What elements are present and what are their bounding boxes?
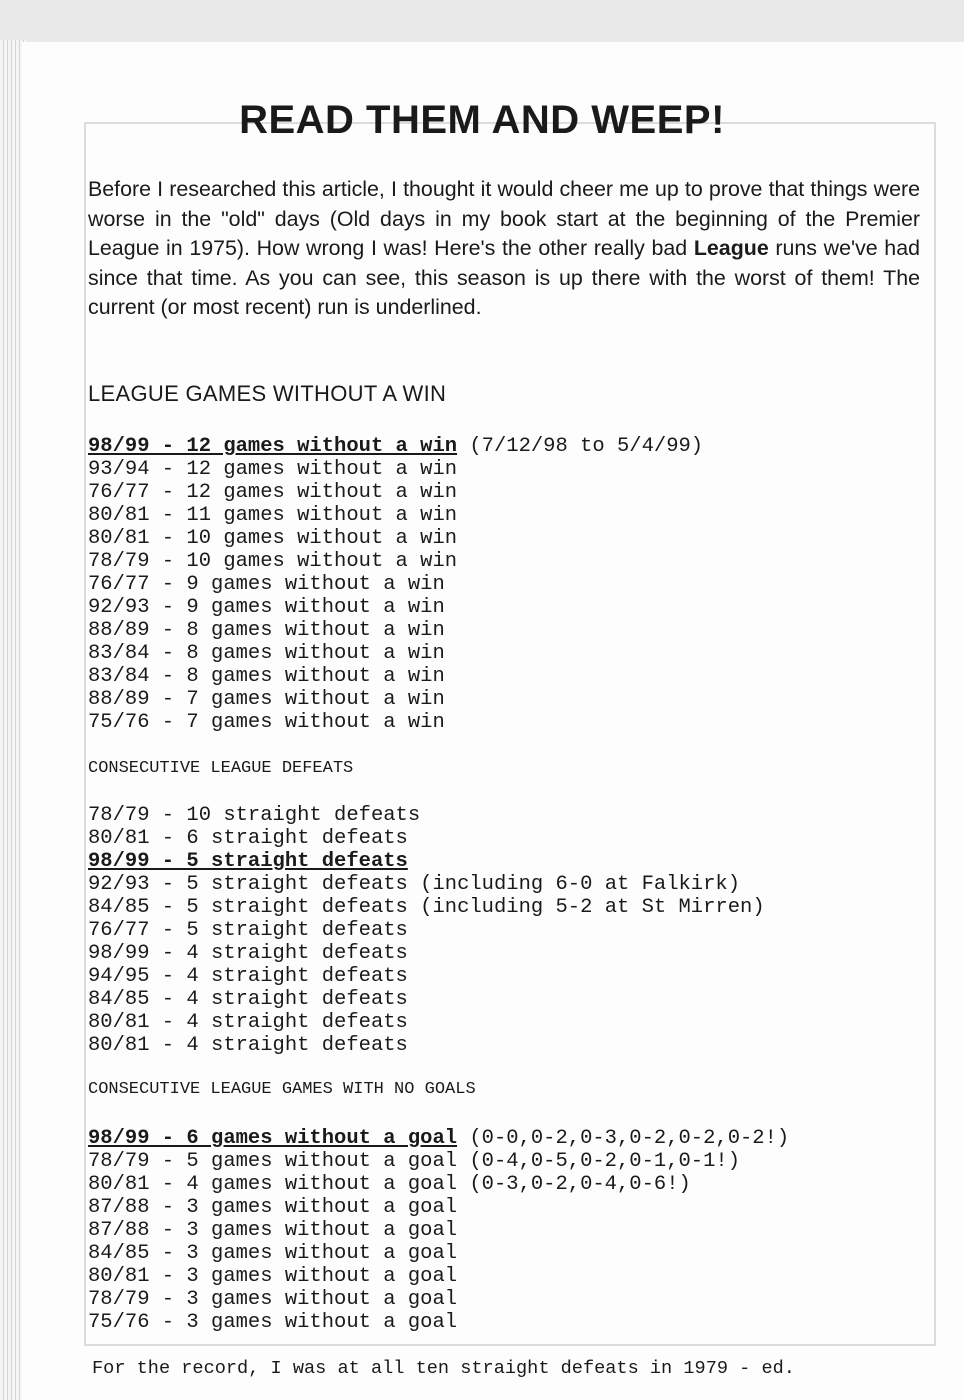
record-text: 75/76 - 7 games without a win: [88, 711, 445, 734]
list-row: [88, 527, 703, 550]
intro-paragraph: [88, 175, 920, 323]
list-row: [88, 1265, 789, 1288]
list-row: [88, 896, 765, 919]
record-text: 80/81 - 4 games without a goal: [88, 1173, 458, 1196]
record-text: 80/81 - 10 games without a win: [88, 527, 458, 550]
record-text: 80/81 - 6 straight defeats: [88, 827, 408, 850]
list-row: [88, 481, 703, 504]
intro-text-end: runs we've had since that time. As you can see, this season is up there with the worst of them! The current (or most recent) run is underlined.: [88, 236, 920, 319]
record-text: 92/93 - 9 games without a win: [88, 596, 445, 619]
record-note: (0-3,0-2,0-4,0-6!): [457, 1173, 691, 1196]
list-row: [88, 919, 765, 942]
record-text: 93/94 - 12 games without a win: [88, 458, 458, 481]
page-title: READ THEM AND WEEP!: [239, 98, 725, 142]
list-row: [88, 688, 703, 711]
list-row: [88, 1150, 789, 1173]
list-row: [88, 827, 765, 850]
record-text: 78/79 - 10 games without a win: [88, 550, 458, 573]
record-note: (including 6-0 at Falkirk): [407, 873, 741, 896]
record-text: 84/85 - 4 straight defeats: [88, 988, 408, 1011]
list-row: [88, 804, 765, 827]
record-text: 84/85 - 3 games without a goal: [88, 1242, 458, 1265]
record-text: 94/95 - 4 straight defeats: [88, 965, 408, 988]
list-row: [88, 965, 765, 988]
list-row: [88, 1311, 789, 1334]
list-row: [88, 665, 703, 688]
section-title-no-win: LEAGUE GAMES WITHOUT A WIN: [88, 381, 447, 406]
intro-emphasis: League: [693, 236, 769, 260]
list-row: [88, 850, 765, 873]
record-text: 88/89 - 7 games without a win: [88, 688, 445, 711]
record-text: 87/88 - 3 games without a goal: [88, 1219, 458, 1242]
editor-footnote: For the record, I was at all ten straight defeats in 1979 - ed.: [92, 1358, 795, 1379]
list-row: [88, 942, 765, 965]
section-title-defeats: CONSECUTIVE LEAGUE DEFEATS: [88, 759, 354, 778]
list-row: [88, 504, 703, 527]
list-row: [88, 458, 703, 481]
record-text: 98/99 - 6 games without a goal: [88, 1127, 458, 1150]
record-note: (0-4,0-5,0-2,0-1,0-1!): [457, 1150, 741, 1173]
record-text: 80/81 - 11 games without a win: [88, 504, 458, 527]
record-text: 98/99 - 5 straight defeats: [88, 850, 408, 873]
record-text: 87/88 - 3 games without a goal: [88, 1196, 458, 1219]
list-row: [88, 1196, 789, 1219]
list-row: [88, 642, 703, 665]
record-text: 78/79 - 3 games without a goal: [88, 1288, 458, 1311]
record-text: 84/85 - 5 straight defeats: [88, 896, 408, 919]
record-text: 98/99 - 12 games without a win: [88, 435, 458, 458]
list-row: [88, 1219, 789, 1242]
record-text: 76/77 - 5 straight defeats: [88, 919, 408, 942]
list-row: [88, 435, 703, 458]
list-row: [88, 1288, 789, 1311]
list-row: [88, 1011, 765, 1034]
list-row: [88, 596, 703, 619]
list-row: [88, 1127, 789, 1150]
record-note: (including 5-2 at St Mirren): [407, 896, 765, 919]
record-text: 76/77 - 9 games without a win: [88, 573, 445, 596]
record-text: 88/89 - 8 games without a win: [88, 619, 445, 642]
section-title-no-goals: CONSECUTIVE LEAGUE GAMES WITH NO GOALS: [88, 1080, 476, 1099]
list-row: [88, 550, 703, 573]
record-note: (7/12/98 to 5/4/99): [457, 435, 704, 458]
list-row: [88, 1173, 789, 1196]
record-text: 78/79 - 10 straight defeats: [88, 804, 421, 827]
list-row: [88, 1034, 765, 1057]
list-row: [88, 873, 765, 896]
record-text: 83/84 - 8 games without a win: [88, 642, 445, 665]
intro-text-start: Before I researched this article, I thought it would cheer me up to prove that things were worse in the "old" days (Old days in my book start at the beginning of the Premier League in 1975). How wrong I was! Here's the other really bad: [88, 177, 920, 260]
record-text: 83/84 - 8 games without a win: [88, 665, 445, 688]
record-text: 80/81 - 4 straight defeats: [88, 1034, 408, 1057]
record-text: 92/93 - 5 straight defeats: [88, 873, 408, 896]
list-no-goals: [88, 1127, 789, 1334]
list-row: [88, 573, 703, 596]
record-text: 78/79 - 5 games without a goal: [88, 1150, 458, 1173]
record-text: 98/99 - 4 straight defeats: [88, 942, 408, 965]
list-row: [88, 988, 765, 1011]
list-no-win: [88, 435, 703, 734]
record-text: 75/76 - 3 games without a goal: [88, 1311, 458, 1334]
record-text: 80/81 - 3 games without a goal: [88, 1265, 458, 1288]
list-row: [88, 619, 703, 642]
record-text: 76/77 - 12 games without a win: [88, 481, 458, 504]
list-defeats: [88, 804, 765, 1057]
list-row: [88, 1242, 789, 1265]
record-text: 80/81 - 4 straight defeats: [88, 1011, 408, 1034]
record-note: (0-0,0-2,0-3,0-2,0-2,0-2!): [457, 1127, 790, 1150]
list-row: [88, 711, 703, 734]
